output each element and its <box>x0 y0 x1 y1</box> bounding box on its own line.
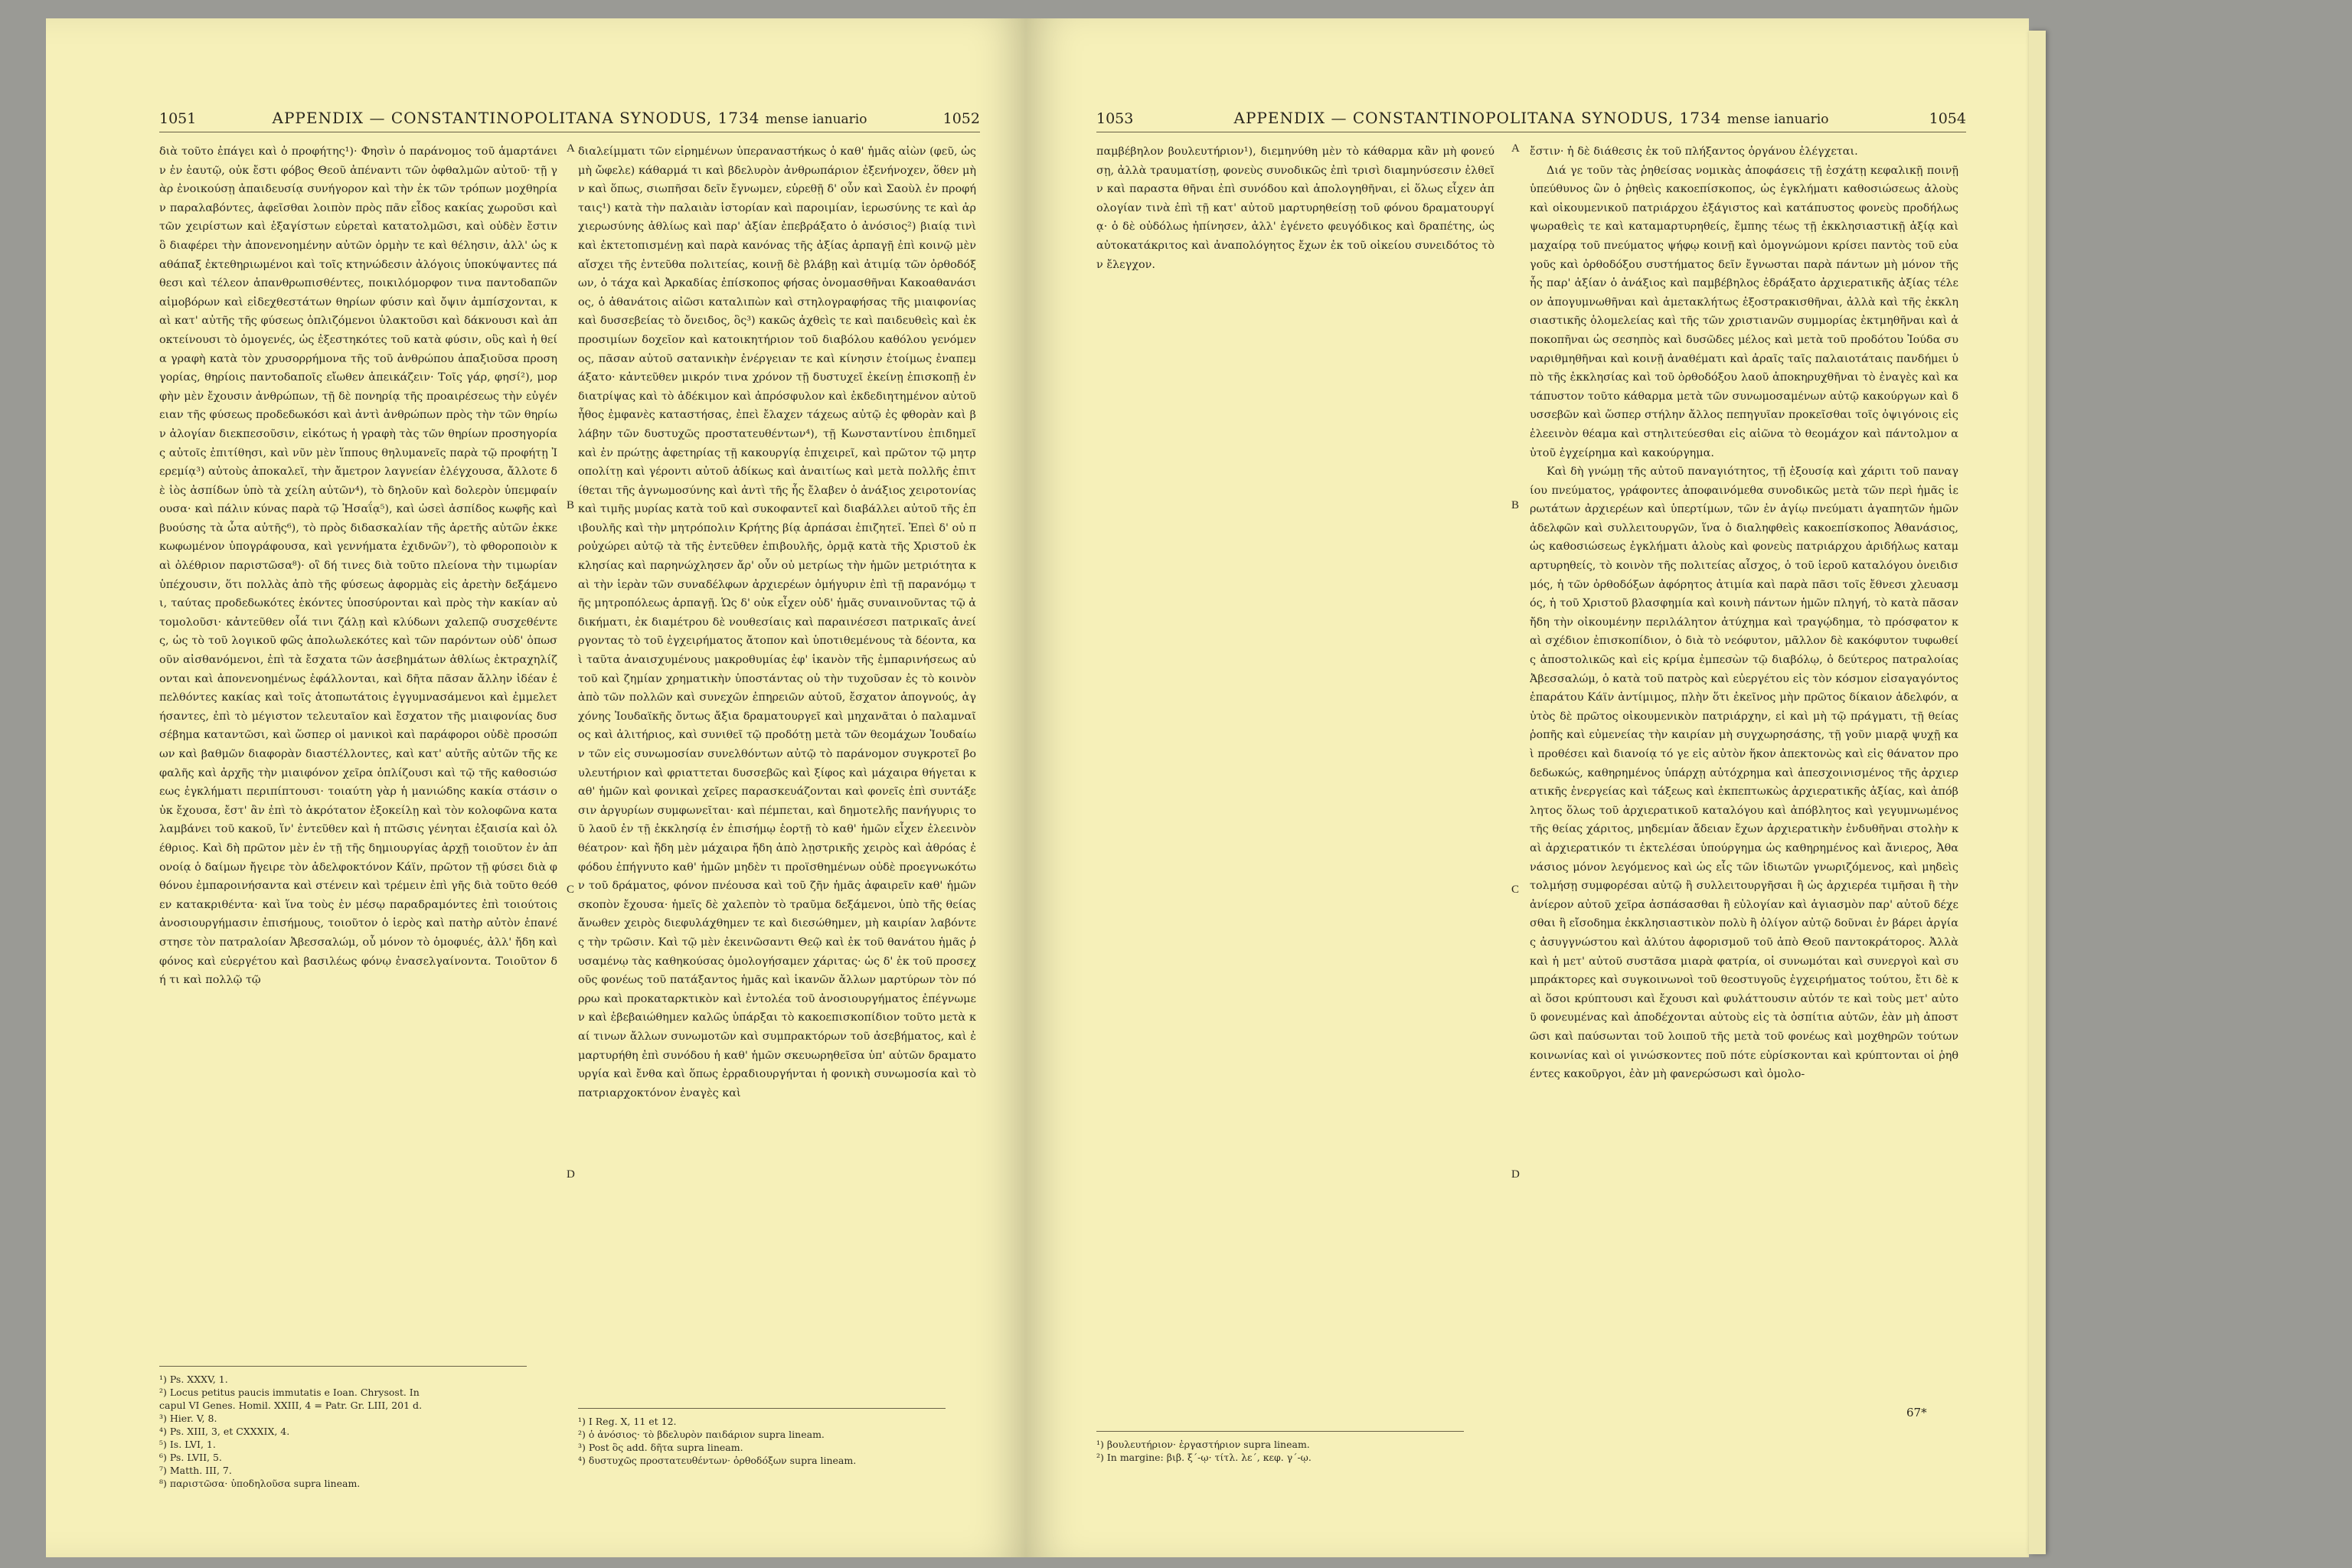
right-page-header <box>1096 109 1966 127</box>
footnote: ⁵) Is. LVI, 1. <box>159 1439 216 1450</box>
margin-marker-c: C <box>1511 884 1520 896</box>
footnote: ⁴) Ps. XIII, 3, et CXXXIX, 4. <box>159 1426 290 1437</box>
page-edge <box>2029 31 2046 1554</box>
left-page <box>46 18 1026 1557</box>
right-page-column-2 <box>1530 142 1958 1398</box>
right-page-running-title: APPENDIX — CONSTANTINOPOLITANA SYNODUS, 1734 mense ianuario <box>1233 109 1829 127</box>
footnote: ¹) βουλευτήριον· ἐργαστήριον supra lineam. <box>1096 1439 1310 1450</box>
signature-mark: 67* <box>1906 1406 1927 1419</box>
left-page-footnotes-1 <box>159 1366 527 1490</box>
left-page-number-right: 1052 <box>942 110 980 127</box>
margin-marker-b: B <box>567 499 575 511</box>
footnote: ⁷) Matth. III, 7. <box>159 1465 232 1476</box>
margin-marker-b: B <box>1511 499 1520 511</box>
footnote: ¹) I Reg. X, 11 et 12. <box>578 1416 677 1427</box>
paragraph: Καὶ δὴ γνώμῃ τῆς αὐτοῦ παναγιότητος, τῇ ἐξουσίᾳ καὶ χάριτι τοῦ παναγίου πνεύματος, γράφοντες ἀποφαινόμεθα συνοδικῶς μετὰ τῶν περὶ ἡμᾶς ἱερωτάτων ἀρχιερέων καὶ ὑπερτίμων, τῶν ἐν ἁγίῳ πνεύματι ἀγαπητῶν ἡμῶν ἀδελφῶν καὶ συλλειτουργῶν, ἵνα ὁ διαληφθεὶς κακοεπίσκοπος Ἀθανάσιος, ὡς καθοσιώσεως ἐγκλήματι ἁλοὺς καὶ φονεὺς πατριάρχου ἀριδήλως καταμαρτυρηθείς, τὸ κοινὸν τῆς πολιτείας αἶσχος, ὁ τοῦ ἱεροῦ καταλόγου ὀνειδισμός, ἡ τῶν ὀρθοδόξων ἀφόρητος ἀτιμία καὶ παρὰ πᾶσι τοῖς ἔθνεσι χλευασμός, ἡ τοῦ Χριστοῦ βλασφημία καὶ κοινὴ πάντων ἡμῶν πληγή, τὸ κατὰ πᾶσαν ἤδη τὴν οἰκουμένην περιλάλητον ἀτύχημα καὶ τραγῴδημα, τὸ πρόσφατον καὶ σχέδιον ἐπισκοπίδιον, ὁ διὰ τὸ νεόφυτον, μᾶλλον δὲ κακόφυτον τυφωθείς ἀποστολικῶς καὶ εἰς κρίμα ἐμπεσὼν τῷ διαβόλῳ, ὁ δεύτερος πατραλοίας Ἀβεσσαλώμ, ὁ κατὰ τοῦ πατρὸς καὶ εὐεργέτου εἰς τὸν κόσμον εἰσαγαγόντος ἐπαράτου Κάϊν ἀντίμιμος, πλὴν ὅτι ἐκεῖνος μὴν πρῶτος δίκαιον ἀδελφόν, αὐτὸς δὲ πρῶτος οἰκουμενικὸν πατριάρχην, εἰ καὶ μὴ τῷ πράγματι, τῇ θείας ῥοπῆς καὶ εὐμενείας τὴν καιρίαν μὴ συγχωρησάσης, τῇ γοῦν μιαρᾷ ψυχῇ καὶ προθέσει καὶ διανοίᾳ τό γε εἰς αὐτὸν ἥκον ἀπεκτονὼς καὶ εἰς θάνατον προδεδωκώς, καθηρημένος ὑπάρχῃ αὐτόχρημα καὶ ἀπεσχοινισμένος τῆς ἀρχιερατικῆς ἐνεργείας καὶ τάξεως καὶ ἐκπεπτωκὼς ἀρχιερατικῆς ἀξίας, καὶ ἀπόβλητος ὅλως τοῦ ἀρχιερατικοῦ καταλόγου καὶ ἀπόβλητος καὶ γεγυμνωμένος τῆς θείας χάριτος, μηδεμίαν ἄδειαν ἔχων ἀρχιερατικὴν ἐνδυθῆναι στολὴν καὶ ἀρχιερατικόν τι ἐκτελέσαι ὑπούργημα ὡς καθηρημένος καὶ ἄνιερος, Ἀθανάσιος μόνον λεγόμενος καὶ ὡς εἷς τῶν ἰδιωτῶν γνωριζόμενος, καὶ μηδεὶς τολμήσῃ συμφορέσαι αὐτῷ ἢ συλλειτουργῆσαι ἢ ὡς ἀρχιερέα τιμῆσαι ἢ τὴν ἀνίερον αὐτοῦ χεῖρα ἀσπάσασθαι ἢ εὐλογίαν καὶ ἁγιασμὸν παρ' αὐτοῦ δέχεσθαι ἢ εἴσοδημα ἐκκλησιαστικὸν πολὺ ἢ ὀλίγον αὐτῷ δοῦναι ἐν βάρει ἀργίας ἀσυγγνώστου καὶ ἀλύτου ἀφορισμοῦ τοῦ ἀπὸ Θεοῦ παντοκράτορος. Ἀλλὰ καὶ ἡ μετ' αὐτοῦ συστᾶσα μιαρὰ φατρία, οἱ συνωμόται καὶ συνεργοὶ καὶ συμπράκτορες καὶ συγκοινωνοὶ τοῦ θεοστυγοῦς ἐγχειρήματος τούτου, ἔτι δὲ καὶ ὅσοι κρύπτουσι καὶ ἔχουσι καὶ φυλάττουσιν αὐτόν τε καὶ τοὺς μετ' αὐτοῦ φονευμένας καὶ ἀποδέχονται αὐτοὺς εἰς τὰ ὀσπίτια αὐτῶν, ἐὰν μὴ ἀποστῶσι καὶ παύσωνται τοῦ λοιποῦ τῆς μετὰ τοῦ φονέως καὶ μοχθηρῶν τούτων κοινωνίας καὶ οἱ γινώσκοντες ποῦ πότε εὑρίσκονται καὶ κρύπτονται οἱ ῥηθέντες κακοῦργοι, ἐὰν μὴ φανερώσωσι καὶ ὁμολο- <box>1530 466 1958 1081</box>
margin-marker-d: D <box>567 1168 575 1181</box>
paragraph: παμβέβηλον βουλευτήριον¹), διεμηνύθη μὲν τὸ κάθαρμα κἂν μὴ φονεύσῃ, ἀλλὰ τραυματίσῃ, φονεὺς συνοδικῶς ἐπὶ τρισὶ διαμηνύσεσιν ἐλθεῖν καὶ παραστα θῆναι ἐπὶ συνόδου καὶ ἀπολογηθῆναι, εἰ ὅλως εἶχεν ἀπολογίαν τινὰ ἐπὶ τῇ κατ' αὐτοῦ μαρτυρηθείσῃ τοῦ φόνου δραματουργίᾳ· ὁ δὲ οὐδόλως ἠπίνησεν, ἀλλ' ἐγένετο φευγόδικος καὶ δραπέτης, ὡς αὐτοκατάκριτος καὶ ἀναπολόγητος ἔχων ἐκ τοῦ οἰκείου συνειδότος τὸν ἔλεγχον. <box>1096 145 1494 271</box>
left-page-column-1 <box>159 142 557 1354</box>
left-page-running-title: APPENDIX — CONSTANTINOPOLITANA SYNODUS, 1734 mense ianuario <box>272 109 867 127</box>
left-page-header <box>159 109 980 127</box>
paragraph: διὰ τοῦτο ἐπάγει καὶ ὁ προφήτης¹)· Φησὶν ὁ παράνομος τοῦ ἁμαρτάνειν ἐν ἑαυτῷ, οὐκ ἔστι φόβος Θεοῦ ἀπέναντι τῶν ὀφθαλμῶν αὐτοῦ· τῇ γὰρ ἐνοικούσῃ ἀπαιδευσίᾳ συνήγορον καὶ τὴν ἐκ τῶν τρόπων μοχθηρίαν παραλαβόντες, ἀφεῖσθαι λοιπὸν πρὸς πᾶν εἶδος κακίας χωροῦσι καὶ τῶν χειρίστων καὶ ἐξαγίστων εὑρεταὶ κατατολμῶσι, καὶ οὐδὲν ἔστιν ὃ διαφέρει τὴν ἀπονενοημένην αὐτῶν ὁρμὴν τε καὶ θέλησιν, ἀλλ' ὡς καθάπαξ ἐκτεθηριωμένοι καὶ τοῖς κτηνώδεσιν ἀλόγοις ὑποκύψαντες πάθεσι καὶ τέλεον ἀπανθρωπισθέντες, ποικιλόμορφον τινα παντοδαπῶν αἱμοβόρων καὶ εἰδεχθεστάτων θηρίων φύσιν καὶ ὄψιν ἀμπίσχονται, καὶ κατ' αὐτῆς τῆς φύσεως ὁπλιζόμενοι ὑλακτοῦσι καὶ δάκνουσι καὶ ἀποκτείνουσι τὸ ὁμογενές, ὡς ἐξεστηκότες τοῦ κατὰ φύσιν, οὓς καὶ ἡ θεία γραφὴ κατὰ τὸν χρυσορρήμονα τῆς τοῦ ἀνθρώπου ἀπαξιοῦσα προσηγορίας, θηρίοις παντοδαποῖς εἴωθεν ἀπεικάζειν· Τοῖς γάρ, φησί²), μορφὴν μὲν ἔχουσιν ἀνθρώπων, τῇ δὲ πονηρίᾳ τῆς προαιρέσεως τὴν εὐγένειαν τῆς φύσεως προδεδωκόσι καὶ ἀντὶ ἀνθρώπων πρὸς τὴν τῶν θηρίων ἀλογίαν διεκπεσοῦσιν, εἰκότως ἡ γραφὴ τὰς τῶν θηρίων προσηγορίας αὐτοῖς ἐπιτίθησι, καὶ νῦν μὲν ἵππους θηλυμανεῖς παρὰ τῷ προφήτῃ Ἰερεμίᾳ³) αὐτοὺς ἀποκαλεῖ, τὴν ἄμετρον λαγνείαν ἐλέγχουσα, ἄλλοτε δὲ ἰὸς ἀσπίδων ὑπὸ τὰ χείλη αὐτῶν⁴), τὸ δηλοῦν καὶ δολερὸν ὑπεμφαίνουσα· καὶ πάλιν κύνας παρὰ τῷ Ἡσαΐᾳ⁵), καὶ ὡσεὶ ἀσπίδος κωφῆς καὶ βυούσης τὰ ὦτα αὐτῆς⁶), τὸ πρὸς διδασκαλίαν τῆς ἀρετῆς αὐτῶν ἐκκεκωφωμένον ὑπογράφουσα, καὶ γεννήματα ἐχιδνῶν⁷), τὸ φθοροποιὸν καὶ ὀλέθριον παριστῶσα⁸)· οἳ δή τινες διὰ τοῦτο πλείονα τὴν τιμωρίαν ὑπέχουσιν, ὅτι πολλὰς ἀπὸ τῆς φύσεως ἀφορμὰς εἰς ἀρετὴν δεξάμενοι, ταύτας προδεδωκότες ἑκόντες ὑποσύρονται καὶ πρὸς τὴν κακίαν αὐτομολοῦσι· κἀντεῦθεν οἷά τινι ζάλῃ καὶ κλύδωνι χαλεπῷ συσχεθέντες, ὡς τὸ τοῦ λογικοῦ φῶς ἀπολωλεκότες καὶ τῶν παρόντων οὐδ' ὁπωσοῦν αἰσθανόμενοι, ἐπὶ τὰ ἔσχατα τῶν ἀσεβημάτων ἀθλίως ἐκτραχηλίζονται καὶ ἀπονενοημένως ἐφάλλονται, καὶ δῆτα πᾶσαν ἄλλην ἰδέαν ἐπελθόντες κακίας καὶ τοῖς ἀτοπωτάτοις ἐγγυμνασάμενοι καὶ ἐμμελετήσαντες, ἐπὶ τὸ μέγιστον τελευταῖον καὶ ἔσχατον τῆς μιαιφονίας δυσσέβημα καταντῶσι, καὶ ὥσπερ οἱ μανικοὶ καὶ παράφοροι οὐδὲ προσώπων καὶ βαθμῶν διαφορὰν διαστέλλοντες, καὶ κατ' αὐτῆς αὐτῶν τῆς κεφαλῆς καὶ ἀρχῆς τὴν μιαιφόνον χεῖρα ὁπλίζουσι καὶ τῷ τῆς καθοσιώσεως ἐγκλήματι περιπίπτουσι· τοιαύτη γὰρ ἡ μανιώδης κακία στάσιν οὐκ ἔχουσα, ἔστ' ἂν ἐπὶ τὸ ἀκρότατον ἐξοκείλῃ καὶ τὸν κολοφῶνα καταλαμβάνει τοῦ κακοῦ, ἵν' ἐντεῦθεν καὶ ἡ πτῶσις γένηται ἐξαισία καὶ ὀλέθριος. Καὶ δὴ πρῶτον μὲν ἐν τῇ τῆς δημιουργίας ἀρχῇ τοιοῦτον ἐν ἀπονοίᾳ ὁ δαίμων ἤγειρε τὸν ἀδελφοκτόνον Κάϊν, πρῶτον τῇ φύσει διὰ φθόνου ἐμπαροινήσαντα καὶ στένειν καὶ τρέμειν ἐπὶ γῆς διὰ τοῦτο θεόθεν κατακριθέντα· καὶ ἵνα τοὺς ἐν μέσῳ παραδραμόντες ἐπὶ τοιούτοις ἀνοσιουργήμασιν ἐπισήμους, τοιοῦτον ὁ ἱερὸς καὶ πατὴρ αὐτὸν ἐπανέστησε τὸν πατραλοίαν Ἀβεσσαλώμ, οὗ μόνον τὸ ὁμοφυές, ἀλλ' ἤδη καὶ φόνος καὶ εὐεργέτου καὶ βασιλέως φόνῳ ἐνασελγαίνοντα. Τοιοῦτον δή τι καὶ πολλῷ τῷ <box>159 145 557 987</box>
paragraph: Διά γε τοῦν τὰς ῥηθείσας νομικὰς ἀποφάσεις τῇ ἐσχάτῃ κεφαλικῇ ποινῇ ὑπεύθυνος ὢν ὁ ῥηθεὶς κακοεπίσκοπος, ὡς ἐγκλήματι καθοσιώσεως ἁλοὺς καὶ οἰκουμενικοῦ πατριάρχου ἐξάγιστος καὶ κατάπυστος φονεὺς προδήλως ψωραθεὶς τε καὶ καταμαρτυρηθείς, ἔμπης τέως τῇ ἐκκλησιαστικῇ ἀξίᾳ καὶ μαχαίρᾳ τοῦ πνεύματος ψήφῳ κοινῇ καὶ ὁμογνώμονι κρίσει παντὸς τοῦ εὐαγοῦς καὶ ὀρθοδόξου συστήματος δεῖν ἔγνωσται παρὰ πάντων μὴ μόνον τῆς ἧς παρ' ἀξίαν ὁ ἀνάξιος καὶ παμβέβηλος ἐδράξατο ἀρχιερατικῆς ἀξίας τέλεον ἀπογυμνωθῆναι καὶ ἀμετακλήτως ἐξοστρακισθῆναι, ἀλλὰ καὶ τῆς ἐκκλησιαστικῆς ὁλομελείας καὶ τῆς τῶν χριστιανῶν συμμορίας ἐκτμηθῆναι καὶ ἀποκοπῆναι ὡς σεσηπὸς καὶ δυσῶδες μέλος καὶ μετὰ τοῦ προδότου Ἰούδα συναριθμηθῆναι καὶ κοινῇ ἀναθέματι καὶ ἀραῖς ταῖς παλαιοτάταις πανδήμει ὑπὸ τῆς ἐκκλησίας καὶ τοῦ ὀρθοδόξου λαοῦ ἀποκηρυχθῆναι τὸ ἐναγὲς καὶ κατάπυστον τοῦτο κάθαρμα μετὰ τῶν συνωμοσαμένων αὐτῷ κακούργων καὶ δυσσεβῶν καὶ ὥσπερ στήλην ἄλλος πεπηγυῖαν προκεῖσθαι τοῖς ὀψιγόνοις εἰς ἐλεεινὸν θέαμα καὶ στηλιτεύεσθαι εἰς αἰῶνα τὸ θεομάχον καὶ πάντολμον αὐτοῦ ἐγχείρημα καὶ κακούργημα. <box>1530 164 1958 459</box>
right-page-number-right: 1054 <box>1929 110 1966 127</box>
footnote: capul VI Genes. Homil. XXIII, 4 = Patr. Gr. LIII, 201 d. <box>159 1400 423 1411</box>
margin-marker-d: D <box>1511 1168 1520 1181</box>
footnote: ³) Post ὃς add. δῆτα supra lineam. <box>578 1442 743 1453</box>
left-page-number-left: 1051 <box>159 110 197 127</box>
right-page-column-1 <box>1096 142 1494 1398</box>
left-page-column-2 <box>578 142 976 1398</box>
margin-marker-a: A <box>567 142 575 155</box>
paragraph: ἔστιν· ἡ δὲ διάθεσις ἐκ τοῦ πλήξαντος ὀργάνου ἐλέγχεται. <box>1530 145 1858 158</box>
footnote: ¹) Ps. XXXV, 1. <box>159 1374 228 1385</box>
footnote: ²) Locus petitus paucis immutatis e Ioan. Chrysost. In <box>159 1387 420 1398</box>
footnote: ⁶) Ps. LVII, 5. <box>159 1452 222 1463</box>
paragraph: διαλείμματι τῶν εἰρημένων ὑπεραναστήκως ὁ καθ' ἡμᾶς αἰὼν (φεῦ, ὡς μὴ ὤφελε) κάθαρμά τι καὶ βδελυρὸν ἀνθρωπάριον ἐξενήνοχεν, ὅθεν μὴν καὶ ὅπως, σιωπῆσαι δεῖν ἔγνωμεν, εὑρεθῇ δ' οὖν καὶ Σαοὺλ ἐν προφήταις¹) κατὰ τὴν παλαιὰν ἱστορίαν καὶ παροιμίαν, ἱερωσύνης τε καὶ ἀρχιερωσύνης ἀθλίως καὶ παρ' ἀξίαν ἐπεβράξατο ὁ ἀνόσιος²) βιαίᾳ τινὶ καὶ ἐκτετοπισμένῃ καὶ παρὰ κανόνας τῆς ἀξίας ἁρπαγῇ ἐπὶ κοινῷ μὲν αἴσχει τῆς ἐντεῦθα πολιτείας, κοινῇ δὲ βλάβῃ καὶ ἀτιμίᾳ τῶν ὀρθοδόξων, ὁ τάχα καὶ Ἀρκαδίας ἐπίσκοπος φήσας ὀνομασθῆναι Κακοαθανάσιος, ὁ ἀθανάτοις αἰῶσι καταλιπὼν καὶ στηλογραφήσας τῆς μιαιφονίας καὶ δυσσεβείας τὸ ὄνειδος, ὃς³) κακῶς ἀχθεὶς τε καὶ παιδευθεὶς καὶ ἐκ προσιμίων δοχεῖον καὶ κατοικητήριον τοῦ διαβόλου καθόλου γενόμενος, πᾶσαν αὐτοῦ σατανικὴν ἐνέργειαν τε καὶ κίνησιν ἑτοίμως ἐναπεμάξατο· κἀντεῦθεν μικρόν τινα χρόνον τῇ δυστυχεῖ ἐκείνῃ ἐπισκοπῇ ἐνδιατρίψας καὶ τὸ ἀδέκιμον καὶ ἀπρόσφυλον καὶ ἐκδεδιητημένον αὐτοῦ ἦθος ἐμφανὲς καταστήσας, ἐπεὶ ἔλαχεν τάχεως αὐτῷ ἐς φθορὰν καὶ βλάβην τῶν δυστυχῶς προστατευθέντων⁴), τῇ Κωνσταντίνου ἐπιδημεῖ καὶ ἐν πρώτῃς ἀφετηρίας τῇ κακουργίᾳ ἐπιχειρεῖ, καὶ πρῶτον τῷ μητροπολίτῃ καὶ γέροντι αὐτοῦ ἀδίκως καὶ ἀναιτίως καὶ μετὰ πολλῆς ἐπιτίθεται τῆς ἀγνωμοσύνης καὶ ἀντὶ τῆς ἧς ἔλαβεν ὁ ἀνάξιος χειροτονίας καὶ τιμῆς μυρίας κατὰ τοῦ καὶ συκοφαντεῖ καὶ διαβάλλει αὐτοῦ τῆς ἐπιβουλῆς καὶ τὴν μητρόπολιν Κρήτης βίᾳ ἁρπάσαι ἐπιζητεῖ. Ἐπεὶ δ' οὐ προὐχώρει αὐτῷ τὰ τῆς ἐντεῦθεν ἐπιβουλῆς, ὁρμᾷ κατὰ τῆς Χριστοῦ ἐκκλησίας καὶ παρηνώχλησεν ἄρ' οὖν οὐ μετρίως τὴν ἡμῶν μετριότητα καὶ τὴν ἱερὰν τῶν συναδέλφων ἀρχιερέων ὁμήγυριν ἐπὶ τῇ παρανόμῳ τῆς μητροπόλεως ἁρπαγῇ. Ὡς δ' οὐκ εἶχεν οὐδ' ἡμᾶς συναινοῦντας τῷ ἀδικήματι, ἐκ διαμέτρου δὲ νουθεσίαις καὶ παραινέσεσι πατρικαῖς ἀνείργοντας τὸ τοῦ ἐγχειρήματος ἄτοπον καὶ ὑποτιθεμένους τὰ δέοντα, καὶ ταῦτα ἀναισχυμένους μακροθυμίας ἐφ' ἱκανὸν τῆς ἐμπαρινήσεως αὐτοῦ καὶ ζημίαν χρηματικὴν ὑποστάντας οὐ τὴν τυχοῦσαν ἐς τὸ κοινὸν ἀπὸ τῶν πολλῶν καὶ συνεχῶν ἐπηρειῶν αὐτοῦ, ἔσχατον ἀπογνούς, ἀγχόνης Ἰουδαϊκῆς ὄντως ἄξια δραματουργεῖ καὶ μηχανᾶται ὁ παλαμναῖος καὶ ἀλιτήριος, καὶ συνιθεῖ τῷ προδότῃ μετὰ τῶν θεομάχων Ἰουδαίων τῶν εἰς συνωμοσίαν συνελθόντων αὐτῷ τὸ παράνομον συγκροτεῖ βουλευτήριον καὶ φριαττεται δυσσεβῶς καὶ ξίφος καὶ μάχαιρα θήγεται καθ' ἡμῶν καὶ φονικαὶ χεῖρες παρασκευάζονται καὶ φονεῖς ἐπὶ συντάξεσιν ἀργυρίων συμφωνεῖται· καὶ πέμπεται, καὶ δημοτελῆς πανήγυρις τοῦ λαοῦ ἐν τῇ ἐκκλησίᾳ ἐν ἐπισήμῳ ἑορτῇ τὸ καθ' ἡμῶν εἶχεν ἐλεεινὸν θέατρον· καὶ ἤδη μὲν μάχαιρα ἤδη ἀπὸ λῃστρικῆς χειρὸς καὶ ἀθρόας ἐφόδου ἐπήγνυτο καθ' ἡμῶν μηδὲν τι προϊσθημένων οὐδὲ προεγνωκότων τοῦ δράματος, φόνον πνέουσα καὶ τοῦ ζῆν ἡμᾶς ἀφαιρεῖν καθ' ἡμῶν σκοπὸν ἔχουσα· ἡμεῖς δὲ χαλεπὸν τὸ τραῦμα δεξάμενοι, ὑπὸ τῆς θείας ἄνωθεν χειρὸς διεφυλάχθημεν τε καὶ διεσώθημεν, μὴ καιρίαν λαβόντες τὴν τρῶσιν. Καὶ τῷ μὲν ἐκεινῶσαντι Θεῷ καὶ ἐκ τοῦ θανάτου ἡμᾶς ῥυσαμένῳ τὰς καθηκούσας ὁμολογήσαμεν χάριτας· ὡς δ' ἐκ τοῦ προσεχοῦς φονέως τοῦ πατάξαντος ἡμᾶς καὶ ἱκανῶν ἄλλων μαρτύρων τὸν πόρρω καὶ προκαταρκτικὸν καὶ ἐντολέα τοῦ ἀνοσιουργήματος ἐπέγνωμεν καὶ ἐβεβαιώθημεν καλῶς ὑπάρξαι τὸ κακοεπισκοπίδιον τοῦτο μετὰ καί τινων ἄλλων συνωμοτῶν καὶ συμπρακτόρων τοῦ ἀσεβήματος, καὶ ἐμαρτυρήθη ἐπὶ συνόδου ἡ καθ' ἡμῶν σκευωρηθεῖσα ὑπ' αὐτῶν δραματουργία καὶ ἔνθα καὶ ὅπως ἐρραδιουργήνται ἡ φονικὴ συνωμοσία καὶ τὸ πατριαρχοκτόνον ἐναγὲς καὶ <box>578 145 976 1099</box>
footnote: ³) Hier. V, 8. <box>159 1413 217 1424</box>
right-page-number-left: 1053 <box>1096 110 1134 127</box>
footnote: ⁴) δυστυχῶς προστατευθέντων· ὀρθοδόξων supra lineam. <box>578 1455 857 1466</box>
margin-marker-c: C <box>567 884 575 896</box>
margin-marker-a: A <box>1511 142 1520 155</box>
footnote: ²) ὁ ἀνόσιος· τὸ βδελυρὸν παιδάριον supra lineam. <box>578 1429 825 1440</box>
right-page-footnotes <box>1096 1431 1464 1464</box>
footnote: ⁸) παριστῶσα· ὑποδηλοῦσα supra lineam. <box>159 1478 361 1489</box>
right-page <box>1026 18 2029 1557</box>
footnote: ²) In margine: βιβ. ξ΄-ῳ· τίτλ. λε΄, κεφ. γ΄-ῳ. <box>1096 1452 1312 1463</box>
left-page-footnotes-2 <box>578 1408 946 1467</box>
